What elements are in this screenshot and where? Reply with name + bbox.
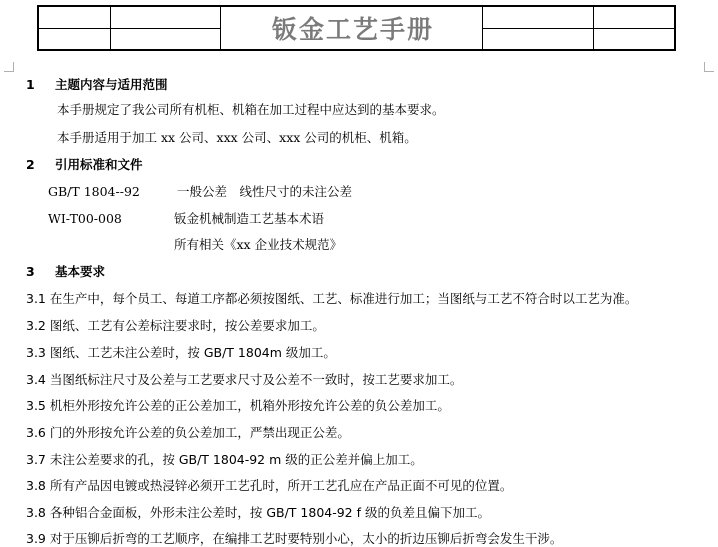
ref-desc: 钣金机械制造工艺基本术语 <box>174 211 325 226</box>
margin-mark <box>4 62 14 72</box>
requirement-item: 3.4 当图纸标注尺寸及公差与工艺要求尺寸及公差不一致时，按工艺要求加工。 <box>26 372 463 387</box>
table-divider <box>482 28 674 29</box>
header-table <box>37 5 676 51</box>
ref-code: WI-T00-008 <box>48 211 122 226</box>
requirement-item: 3.5 机柜外形按允许公差的正公差加工，机箱外形按允许公差的负公差加工。 <box>26 398 450 413</box>
table-divider <box>220 7 221 49</box>
table-divider <box>39 28 220 29</box>
requirement-item: 3.1 在生产中，每个员工、每道工序都必须按图纸、工艺、标准进行加工；当图纸与工艺不符合时以工艺为准。 <box>26 291 638 306</box>
requirement-item: 3.6 门的外形按允许公差的负公差加工，严禁出现正公差。 <box>26 425 350 440</box>
requirement-item: 3.7 未注公差要求的孔，按 GB/T 1804-92 m 级的正公差并偏上加工。 <box>26 452 423 467</box>
requirement-item: 3.2 图纸、工艺有公差标注要求时，按公差要求加工。 <box>26 318 325 333</box>
ref-code: GB/T 1804--92 <box>48 184 140 199</box>
requirement-item: 3.9 对于压铆后折弯的工艺顺序，在编排工艺时要特别小心，太小的折边压铆后折弯会发生干涉。 <box>26 531 563 546</box>
section-heading: 3 基本要求 <box>26 264 106 279</box>
ref-desc: 所有相关《xx 企业技术规范》 <box>174 237 343 252</box>
section-heading: 2 引用标准和文件 <box>26 157 143 172</box>
requirement-item: 3.8 所有产品因电镀或热浸锌必须开工艺孔时，所开工艺孔应在产品正面不可见的位置。 <box>26 478 513 493</box>
paragraph: 本手册规定了我公司所有机柜、机箱在加工过程中应达到的基本要求。 <box>57 102 445 117</box>
paragraph: 本手册适用于加工 xx 公司、xxx 公司、xxx 公司的机柜、机箱。 <box>57 130 417 145</box>
requirement-item: 3.8 各种铝合金面板，外形未注公差时，按 GB/T 1804-92 f 级的负差且偏下加工。 <box>26 505 490 520</box>
requirement-item: 3.3 图纸、工艺未注公差时，按 GB/T 1804m 级加工。 <box>26 345 336 360</box>
margin-mark <box>704 62 714 72</box>
section-heading: 1 主题内容与适用范围 <box>26 77 168 92</box>
ref-desc: 一般公差 线性尺寸的未注公差 <box>177 184 353 199</box>
page-title: 钣金工艺手册 <box>271 15 434 44</box>
